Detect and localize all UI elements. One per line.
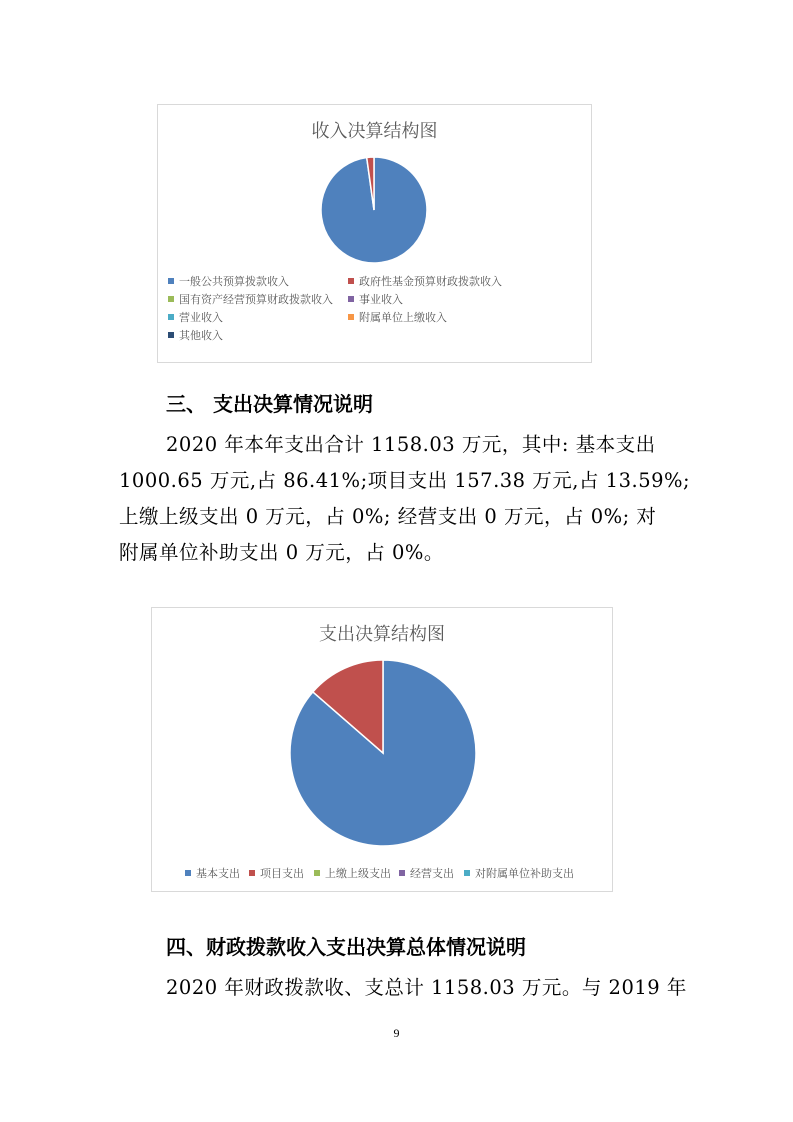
section3-line-4: 附属单位补助支出 0 万元，占 0%。 <box>119 541 444 564</box>
expense-legend-swatch <box>314 870 320 876</box>
income-legend-item <box>348 291 403 307</box>
income-legend-swatch <box>348 296 354 302</box>
expense-legend-label: 基本支出 <box>196 867 240 880</box>
income-legend-item <box>168 273 289 289</box>
expense-legend-label: 经营支出 <box>410 867 454 880</box>
income-legend-item <box>168 327 223 343</box>
income-legend-swatch <box>348 314 354 320</box>
income-legend-label: 附属单位上缴收入 <box>359 311 447 324</box>
expense-legend-label: 对附属单位补助支出 <box>475 867 574 880</box>
income-legend-swatch <box>168 332 174 338</box>
expense-legend-item <box>185 865 240 881</box>
income-legend-label: 国有资产经营预算财政拨款收入 <box>179 293 333 306</box>
expense-legend-swatch <box>399 870 405 876</box>
income-legend-swatch <box>168 278 174 284</box>
page-number: 9 <box>393 1026 400 1040</box>
section3-heading: 三、 支出决算情况说明 <box>166 392 373 416</box>
income-legend-item <box>168 309 223 325</box>
expense-legend-label: 上缴上级支出 <box>325 867 391 880</box>
expense-legend-label: 项目支出 <box>260 867 304 880</box>
expense-legend-item <box>464 865 574 881</box>
income-legend-item <box>348 273 502 289</box>
expense-pie <box>152 608 612 891</box>
expense-legend-swatch <box>185 870 191 876</box>
income-chart-title: 收入决算结构图 <box>311 121 438 142</box>
expense-legend-item <box>249 865 304 881</box>
income-legend-swatch <box>168 296 174 302</box>
section4-heading: 四、财政拨款收入支出决算总体情况说明 <box>166 935 526 959</box>
expense-chart <box>151 607 613 892</box>
income-legend-label: 一般公共预算拨款收入 <box>179 275 289 288</box>
section3-line-2: 1000.65 万元,占 86.41%;项目支出 157.38 万元,占 13.59%; <box>119 469 691 492</box>
expense-legend-swatch <box>464 870 470 876</box>
income-legend-label: 事业收入 <box>359 293 403 306</box>
expense-legend-item <box>314 865 391 881</box>
section3-line-1: 2020 年本年支出合计 1158.03 万元，其中: 基本支出 <box>166 433 656 456</box>
income-legend-swatch <box>348 278 354 284</box>
income-legend-item <box>348 309 447 325</box>
income-chart <box>157 104 592 363</box>
section4-line-1: 2020 年财政拨款收、支总计 1158.03 万元。与 2019 年 <box>166 976 687 999</box>
income-legend-label: 政府性基金预算财政拨款收入 <box>359 275 502 288</box>
income-legend-swatch <box>168 314 174 320</box>
income-legend-label: 其他收入 <box>179 329 223 342</box>
expense-legend-item <box>399 865 454 881</box>
income-legend-item <box>168 291 333 307</box>
income-legend-label: 营业收入 <box>179 311 223 324</box>
expense-legend-swatch <box>249 870 255 876</box>
section3-line-3: 上缴上级支出 0 万元，占 0%; 经营支出 0 万元，占 0%; 对 <box>119 505 657 528</box>
expense-chart-title: 支出决算结构图 <box>319 624 445 645</box>
